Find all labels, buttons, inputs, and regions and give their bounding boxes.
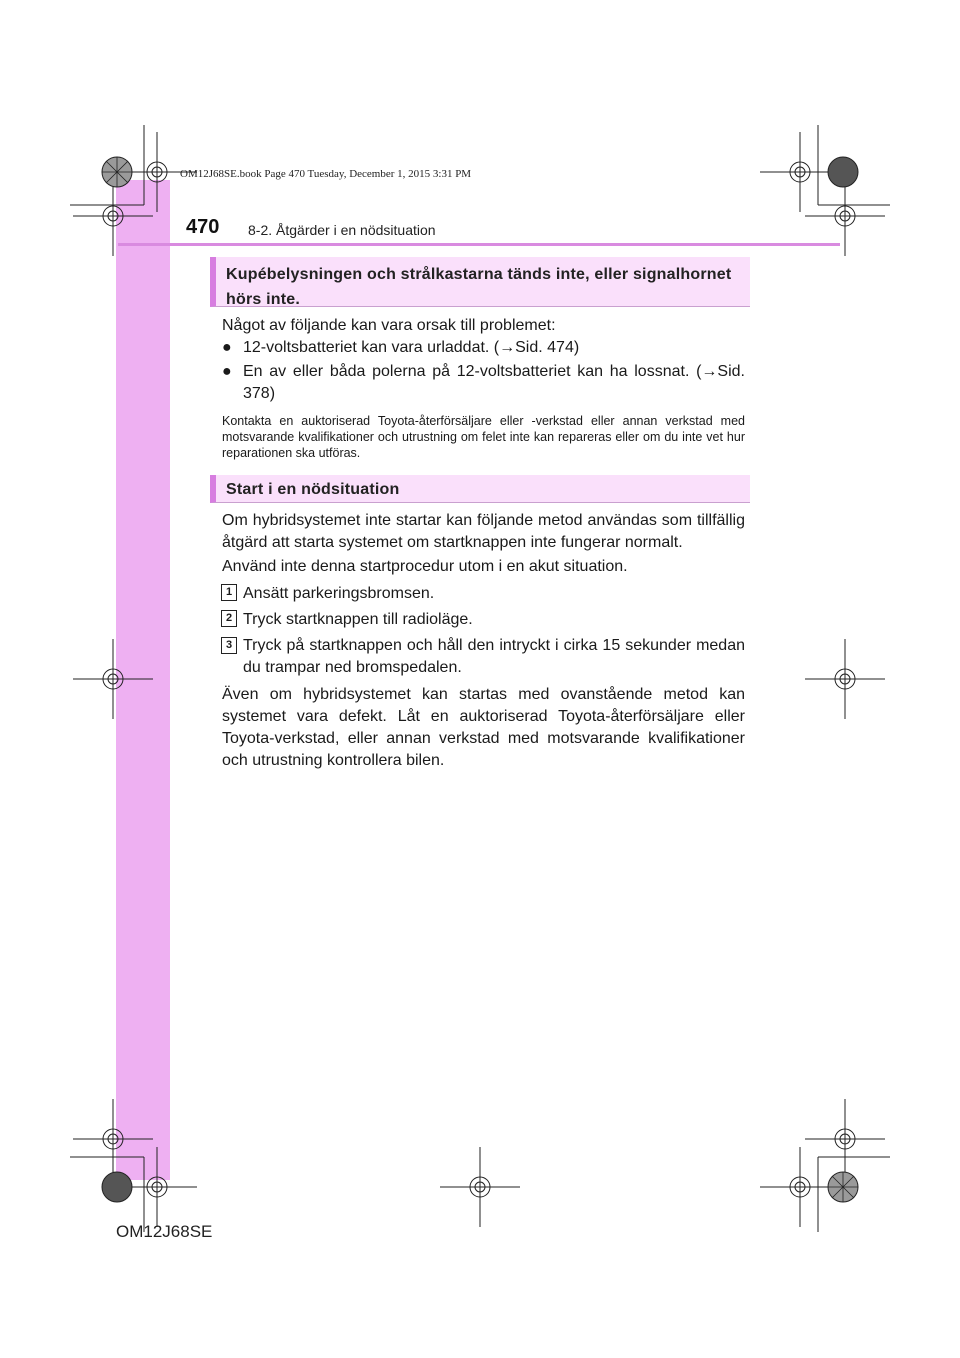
bullet-text: 12-voltsbatteriet kan vara urladdat. (→Sid. 474): [243, 339, 580, 356]
crosshair-icon: [805, 639, 885, 719]
step-text: Tryck på startknappen och håll den intryckt i cirka 15 sekunder medan du trampar ned bromspedalen.: [243, 637, 745, 676]
section2-para3: Även om hybridsystemet kan startas med ovanstående metod kan systemet vara defekt. Låt en auktoriserad Toyota-återförsäljare eller Toyota-verkstad, eller annan verkstad med motsvarande kvalifikationer och utrustning kontrollera bilen.: [222, 686, 745, 769]
step-text: Ansätt parkeringsbromsen.: [243, 585, 435, 602]
section1-title-box: [210, 257, 750, 307]
section2-para1: Om hybridsystemet inte startar kan följande metod användas som tillfällig åtgärd att starta systemet om startknappen inte fungerar normalt.: [222, 512, 745, 551]
section-heading: 8-2. Åtgärder i en nödsituation: [248, 222, 436, 238]
starburst-dial-icon: [102, 157, 132, 187]
section1-title: Kupébelysningen och strålkastarna tänds inte, eller signalhornet hörs inte.: [226, 266, 732, 308]
starburst-dial-icon: [828, 1172, 858, 1202]
section1-intro: Något av följande kan vara orsak till problemet:: [222, 317, 556, 334]
crosshair-icon: [805, 1099, 885, 1179]
step-number-badge: 3: [221, 637, 237, 654]
crosshair-icon: [73, 1099, 153, 1179]
bullet-icon: ●: [222, 339, 232, 356]
list-item: [222, 361, 745, 405]
crosshair-icon: [73, 639, 153, 719]
header-divider: [118, 243, 840, 246]
bullet-icon: ●: [222, 363, 232, 380]
page-number: 470: [186, 216, 220, 238]
step-number-badge: 1: [221, 584, 237, 601]
section2-title: Start i en nödsituation: [226, 481, 400, 498]
section1-note: Kontakta en auktoriserad Toyota-återförsäljare eller -verkstad eller annan verkstad med motsvarande kvalifikationer och utrustning om felet inte kan repareras eller om du inte vet hur reparationen ska utföras.: [222, 414, 745, 460]
manual-code: OM12J68SE: [116, 1222, 213, 1241]
starburst-dial-icon: [102, 1172, 132, 1202]
step-text: Tryck startknappen till radioläge.: [243, 611, 473, 628]
section2-title-box: [210, 475, 750, 503]
section2-para2: Använd inte denna startprocedur utom i en akut situation.: [222, 558, 628, 575]
starburst-dial-icon: [828, 157, 858, 187]
bullet-text: En av eller båda polerna på 12-voltsbatteriet kan ha lossnat. (→Sid. 378): [243, 363, 745, 402]
crosshair-icon: [440, 1147, 520, 1227]
step-number-badge: 2: [221, 610, 237, 627]
list-item: [222, 337, 745, 359]
book-stamp: OM12J68SE.book Page 470 Tuesday, December 1, 2015 3:31 PM: [180, 168, 472, 180]
